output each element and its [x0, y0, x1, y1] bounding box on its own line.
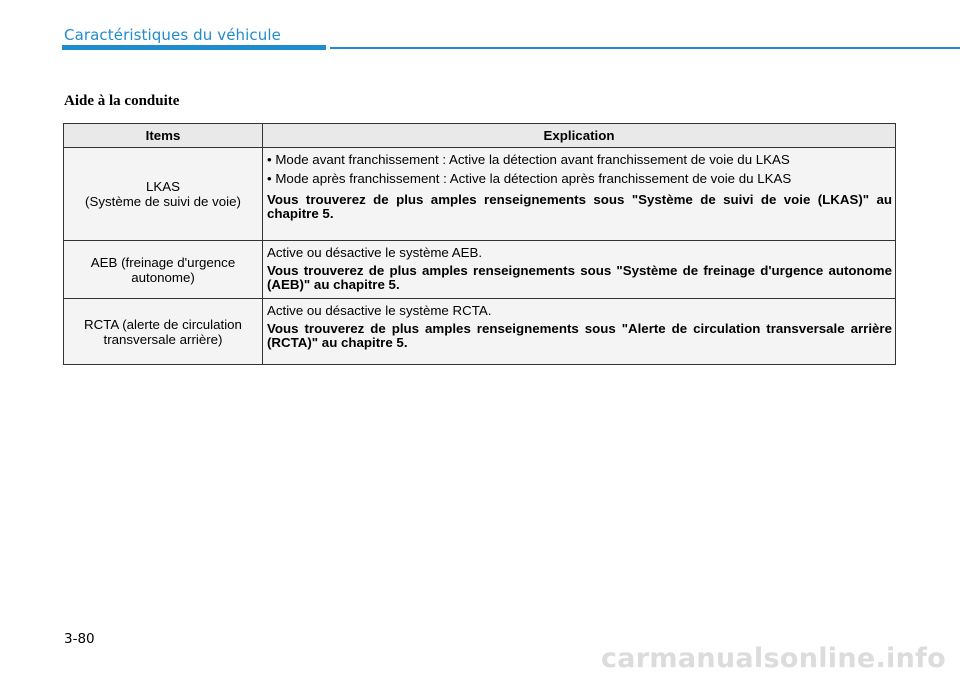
item-name: RCTA (alerte de circulation: [84, 316, 242, 332]
chapter-reference: Vous trouverez de plus amples renseignements sous "Système de suivi de voie (LKAS)" au chapitre 5.: [267, 192, 892, 221]
explanation-cell: [263, 299, 896, 365]
table-row: [64, 241, 896, 299]
header-rule: [330, 47, 960, 49]
explanation-line: Active ou désactive le système RCTA.: [267, 303, 492, 318]
table-header-row: [64, 124, 896, 148]
item-description: transversale arrière): [103, 331, 223, 347]
explanation-cell: [263, 148, 896, 241]
explanation-line: Active ou désactive le système AEB.: [267, 245, 483, 260]
item-description: autonome): [131, 269, 195, 285]
driving-assist-table: [63, 123, 896, 365]
page-number: 3-80: [64, 631, 95, 647]
explanation-cell: [263, 241, 896, 299]
item-name: AEB (freinage d'urgence: [90, 254, 236, 270]
item-cell: [64, 299, 263, 365]
explanation-line: • Mode avant franchissement : Active la détection avant franchissement de voie du LKAS: [267, 152, 790, 167]
table-row: [64, 299, 896, 365]
item-cell: [64, 241, 263, 299]
table-row: [64, 148, 896, 241]
chapter-header-title: Caractéristiques du véhicule: [64, 26, 281, 44]
chapter-reference: Vous trouverez de plus amples renseignements sous "Système de freinage d'urgence autonome (AEB)" au chapitre 5.: [267, 263, 892, 292]
item-cell: [64, 148, 263, 241]
section-title: Aide à la conduite: [64, 93, 180, 109]
site-watermark: carmanualsonline.info: [600, 643, 946, 674]
column-header-explication: Explication: [263, 124, 896, 148]
column-header-items: Items: [64, 124, 263, 148]
item-description: (Système de suivi de voie): [85, 194, 241, 209]
explanation-line: • Mode après franchissement : Active la détection après franchissement de voie du LKAS: [267, 171, 792, 186]
item-name: LKAS: [145, 179, 180, 194]
chapter-reference: Vous trouverez de plus amples renseignements sous "Alerte de circulation transversale arrière (RCTA)" au chapitre 5.: [267, 321, 892, 350]
header-accent-bar: [62, 45, 326, 50]
